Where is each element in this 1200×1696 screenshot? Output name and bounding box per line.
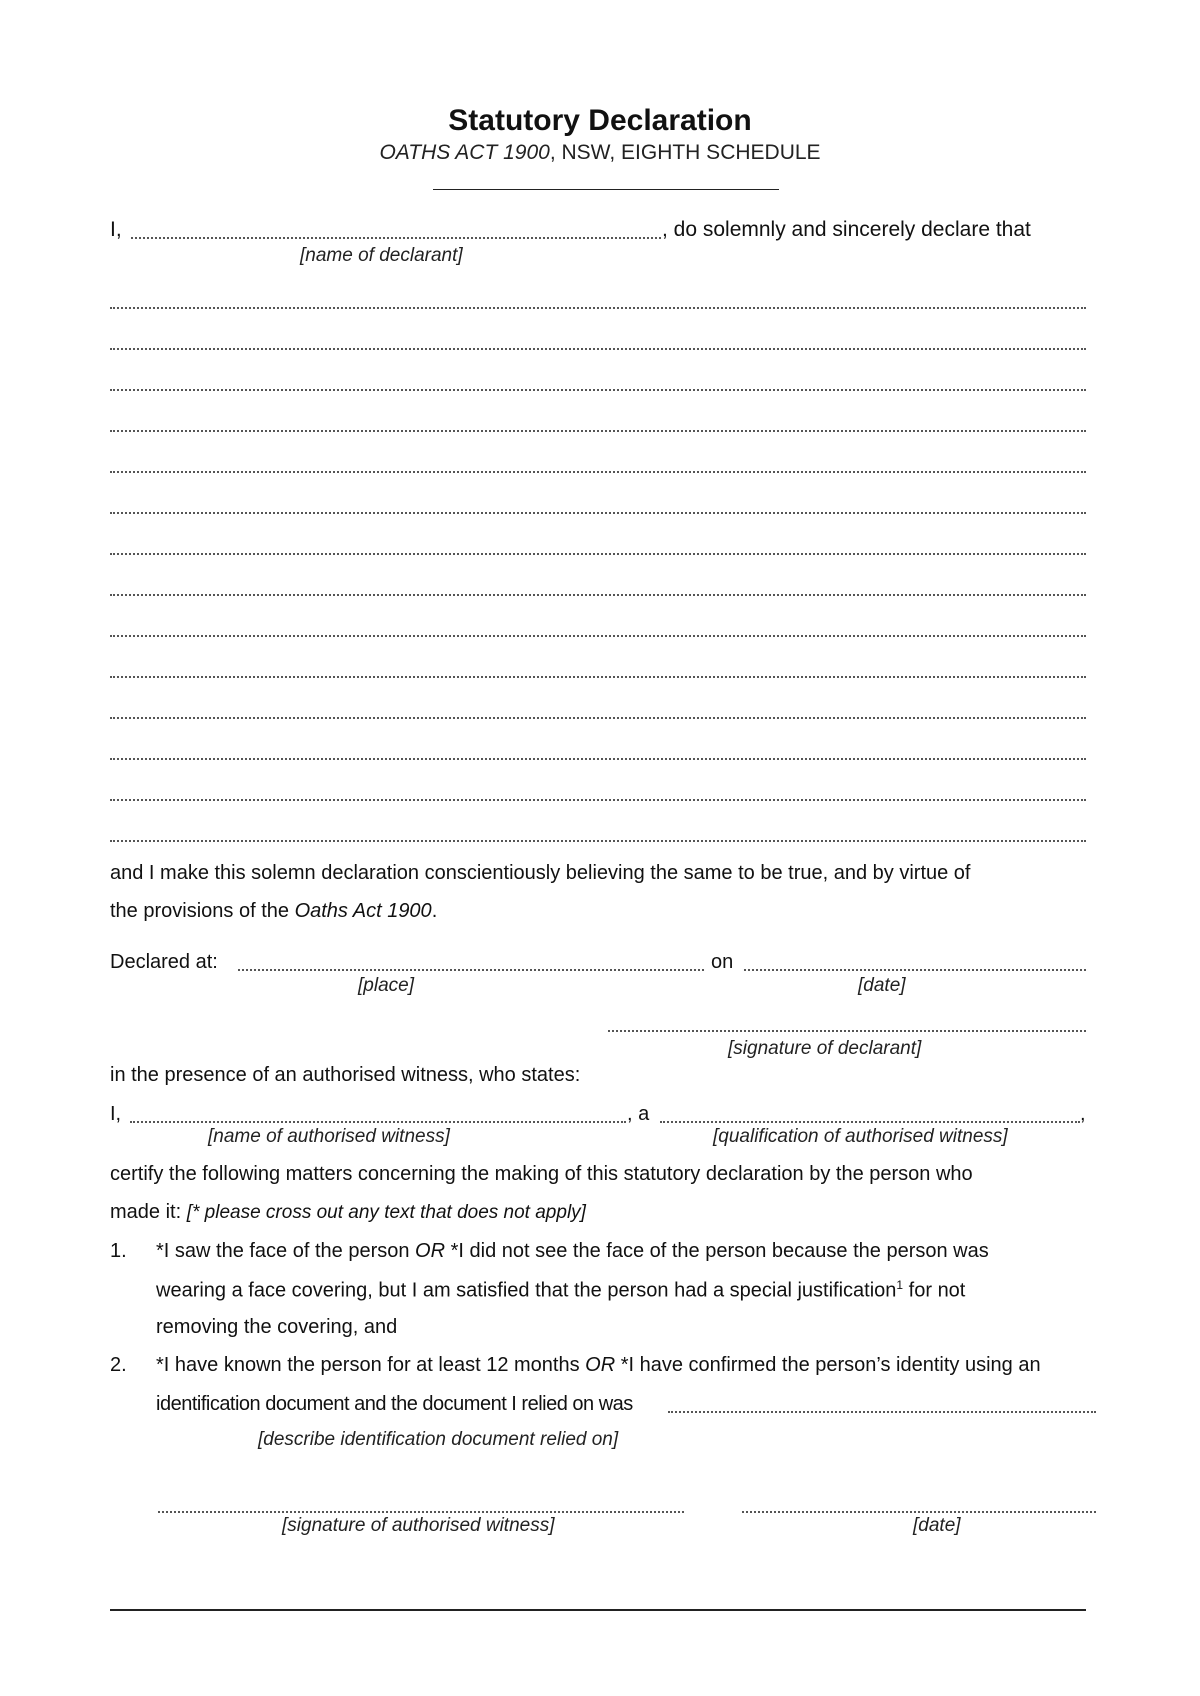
declaration-line[interactable] <box>110 471 1086 473</box>
declaration-line[interactable] <box>110 635 1086 637</box>
place-field[interactable] <box>238 969 704 971</box>
declaration-line[interactable] <box>110 307 1086 309</box>
declaration-lines[interactable] <box>110 292 1086 852</box>
witness-mid: , a <box>627 1103 650 1125</box>
declaration-line[interactable] <box>110 512 1086 514</box>
witness-name-field[interactable] <box>130 1121 626 1123</box>
item-2-option-a: *I have known the person for at least 12 months <box>156 1354 586 1376</box>
declaration-line[interactable] <box>110 799 1086 801</box>
declaration-line[interactable] <box>110 676 1086 678</box>
conscience-suffix: . <box>431 900 438 922</box>
declarant-prefix: I, <box>110 218 122 241</box>
footnote-divider <box>110 1609 1086 1611</box>
item-2-line-2: identification document and the document I relied on was <box>156 1393 633 1415</box>
declaration-line[interactable] <box>110 717 1086 719</box>
document-subtitle <box>0 141 1200 165</box>
document-title: Statutory Declaration <box>448 104 752 137</box>
item-1-justification: wearing a face covering, but I am satisfied that the person had a special justification <box>156 1279 897 1302</box>
item-2-number: 2. <box>110 1354 127 1376</box>
subtitle-act: OATHS ACT 1900 <box>379 141 550 164</box>
item-2-option-b: *I have confirmed the person’s identity using an <box>615 1354 1041 1376</box>
footnote-ref: 1 <box>896 1278 904 1292</box>
item-1-line-1 <box>156 1240 989 1263</box>
declaration-line[interactable] <box>110 348 1086 350</box>
witness-end: , <box>1080 1103 1086 1125</box>
declaration-line[interactable] <box>110 389 1086 391</box>
declaration-line[interactable] <box>110 553 1086 555</box>
place-caption: [place] <box>358 975 414 996</box>
conscience-prefix: the provisions of the <box>110 900 295 922</box>
witness-signature-field[interactable] <box>158 1511 684 1513</box>
witness-prefix: I, <box>110 1103 122 1125</box>
identification-document-caption: [describe identification document relied on] <box>258 1429 619 1450</box>
witness-date-caption: [date] <box>913 1515 961 1536</box>
witness-name-caption: [name of authorised witness] <box>208 1126 450 1147</box>
item-1-line-2 <box>156 1278 965 1303</box>
declaration-line[interactable] <box>110 594 1086 596</box>
item-1-option-b: *I did not see the face of the person because the person was <box>445 1240 989 1262</box>
declarant-suffix: , do solemnly and sincerely declare that <box>662 218 1031 241</box>
item-1-or: OR <box>415 1240 446 1262</box>
title-divider <box>433 189 779 190</box>
witness-qualification-caption: [qualification of authorised witness] <box>713 1126 1008 1147</box>
item-1-line-3: removing the covering, and <box>156 1316 398 1338</box>
conscience-line-2 <box>110 900 437 923</box>
declarant-name-field[interactable] <box>131 237 661 239</box>
conscience-line-1: and I make this solemn declaration conscientiously believing the same to be true, and by virtue of <box>110 862 971 884</box>
presence-text: in the presence of an authorised witness, who states: <box>110 1064 581 1086</box>
item-2-or: OR <box>585 1354 616 1376</box>
declared-on-label: on <box>711 951 734 973</box>
declared-at-label: Declared at: <box>110 951 218 973</box>
declaration-line[interactable] <box>110 758 1086 760</box>
date-caption: [date] <box>858 975 906 996</box>
witness-signature-caption: [signature of authorised witness] <box>282 1515 555 1536</box>
subtitle-schedule: , NSW, EIGHTH SCHEDULE <box>549 141 821 164</box>
item-1-option-a: *I saw the face of the person <box>156 1240 416 1262</box>
witness-date-field[interactable] <box>742 1511 1096 1513</box>
date-field[interactable] <box>744 969 1086 971</box>
certify-line-1: certify the following matters concerning the making of this statutory declaration by the person who <box>110 1163 973 1185</box>
cross-out-note: [* please cross out any text that does not apply] <box>186 1202 586 1223</box>
item-1-number: 1. <box>110 1240 127 1262</box>
declarant-name-caption: [name of declarant] <box>300 245 463 266</box>
conscience-act: Oaths Act 1900 <box>294 900 432 922</box>
declaration-line[interactable] <box>110 430 1086 432</box>
declarant-signature-field[interactable] <box>608 1030 1086 1032</box>
item-1-for-not: for not <box>903 1279 966 1302</box>
certify-prefix: made it: <box>110 1201 187 1223</box>
identification-document-field[interactable] <box>668 1411 1096 1413</box>
declaration-line[interactable] <box>110 840 1086 842</box>
item-2-line-1 <box>156 1354 1041 1377</box>
declarant-signature-caption: [signature of declarant] <box>728 1038 922 1059</box>
certify-line-2 <box>110 1201 586 1224</box>
witness-qualification-field[interactable] <box>660 1121 1080 1123</box>
